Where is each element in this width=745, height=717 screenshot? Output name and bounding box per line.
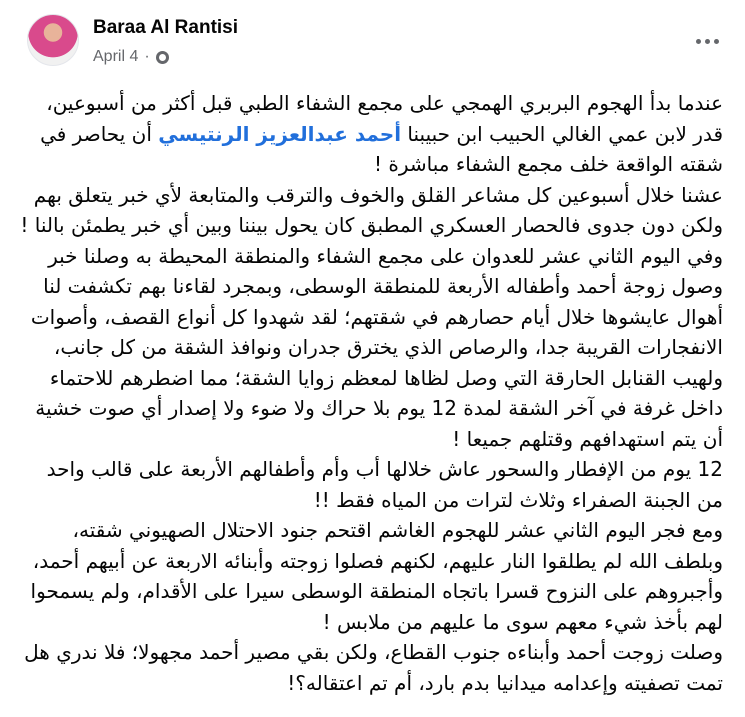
- post-paragraph: ومع فجر اليوم الثاني عشر للهجوم الغاشم اقتحم جنود الاحتلال الصهيوني شقته، وبلطف الله لم يطلقوا النار عليهم، لكنهم فصلوا زوجته وأبنائه الاربعة عن أبيهم أحمد، وأجبروهم على النزوح قسرا باتجاه المنطقة الوسطى سيرا على الأقدام، ولم يسمحوا لهم بأخذ شيء معهم سوى ما عليهم من ملابس !: [30, 518, 723, 634]
- avatar[interactable]: [27, 14, 79, 66]
- post-paragraph: 12 يوم من الإفطار والسحور عاش خلالها أب وأم وأطفالهم الأربعة على قالب واحد من الجبنة الصفراء وثلاث لترات من المياه فقط !!: [46, 457, 723, 512]
- post-body: [0, 88, 745, 698]
- post-paragraph: وفي اليوم الثاني عشر للعدوان على مجمع الشفاء والمنطقة المحيطة به وصلنا خبر وصول زوجة أحمد وأطفاله الأربعة للمنطقة الوسطى، وبمجرد لقاءنا بهم تكشفت لنا أهوال عايشوها خلال أيام حصارهم في شقتهم؛ لقد شهدوا كل أنواع القصف، وأصوات الانفجارات القريبة جدا، والرصاص الذي يخترق جدران ونوافذ الشقة من كل جانب، ولهيب القنابل الحارقة التي وصل لظاها لمعظم زوايا الشقة؛ مما اضطرهم للاحتماء داخل غرفة في آخر الشقة لمدة 12 يوم بلا حراك ولا ضوء ولا إصدار أي صوت خشية أن يتم استهدافهم وقتلهم جميعا !: [30, 243, 723, 451]
- more-dot-icon: [696, 39, 701, 44]
- more-options-button[interactable]: [689, 26, 725, 56]
- author-name[interactable]: Baraa Al Rantisi: [93, 17, 239, 38]
- meta-separator: ·: [144, 48, 150, 65]
- more-dot-icon: [705, 39, 710, 44]
- globe-icon[interactable]: [156, 51, 169, 64]
- post-paragraph: وصلت زوجت أحمد وأبناءه جنوب القطاع، ولكن بقي مصير أحمد مجهولا؛ فلا ندري هل تمت تصفيته وإعدامه ميدانيا بدم بارد، أم تم اعتقاله؟!: [24, 640, 723, 695]
- post-meta: [93, 48, 169, 66]
- more-dot-icon: [714, 39, 719, 44]
- paragraph-text: أن يحاصر في شقته الواقعة خلف مجمع الشفاء مباشرة !: [40, 121, 723, 176]
- paragraph-text: عندما بدأ الهجوم البربري الهمجي على مجمع الشفاء الطبي قبل أكثر من أسبوعين، قدر لابن عمي الغالي الحبيب ابن حبيبنا: [46, 91, 723, 146]
- mention-link[interactable]: أحمد عبدالعزيز الرنتيسي: [158, 121, 402, 146]
- post-header: [0, 0, 745, 90]
- post-date[interactable]: April 4: [93, 48, 139, 65]
- post-paragraph: عشنا خلال أسبوعين كل مشاعر القلق والخوف والترقب والمتابعة لأي خبر يتعلق بهم ولكن دون جدوى فالحصار العسكري المطبق كان يحول بيننا وبين أي خبر يطمئن بالنا !: [20, 182, 723, 237]
- post-paragraph: [18, 88, 723, 180]
